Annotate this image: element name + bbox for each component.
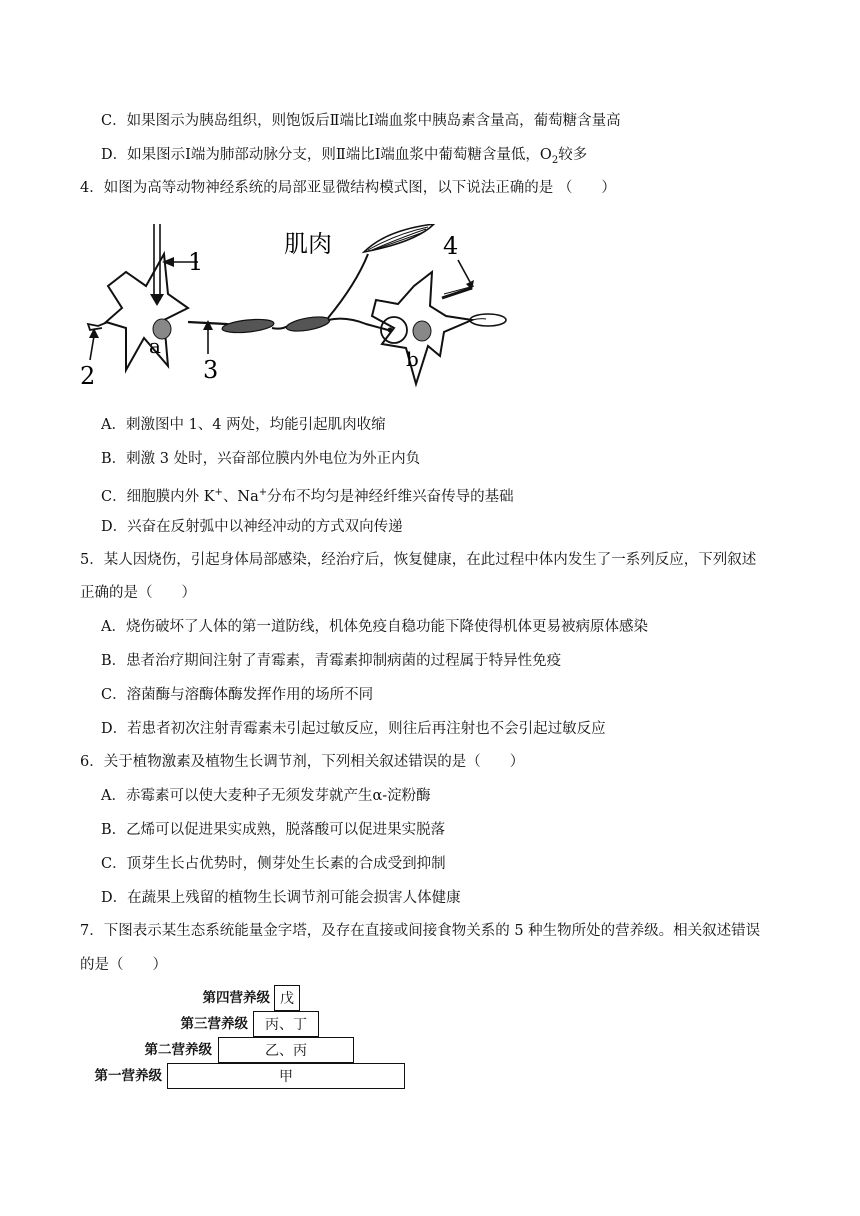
q6-option-a: A．赤霉素可以使大麦种子无须发芽就产生α-淀粉酶 — [101, 788, 431, 804]
q5-option-d: D．若患者初次注射青霉素未引起过敏反应，则往后再注射也不会引起过敏反应 — [101, 721, 606, 737]
q4-option-c: C．细胞膜内外 K+、Na+分布不均匀是神经纤维兴奋传导的基础 — [101, 487, 514, 505]
pyramid-level4-box: 戊 — [274, 985, 300, 1011]
q4-option-d: D．兴奋在反射弧中以神经冲动的方式双向传递 — [101, 519, 403, 535]
pyramid-level1-box: 甲 — [167, 1063, 405, 1089]
q7-stem-line1: 7．下图表示某生态系统能量金字塔，及存在直接或间接食物关系的 5 种生物所处的营养级。相关叙述错误 — [80, 923, 761, 939]
q6-option-c: C．顶芽生长占优势时，侧芽处生长素的合成受到抑制 — [101, 856, 446, 872]
q5-stem-line1: 5．某人因烧伤，引起身体局部感染，经治疗后，恢复健康，在此过程中体内发生了一系列反应，下列叙述 — [80, 552, 757, 568]
q3-option-c: C．如果图示为胰岛组织，则饱饭后Ⅱ端比Ⅰ端血浆中胰岛素含量高，葡萄糖含量高 — [101, 113, 621, 129]
q5-stem-line2: 正确的是（ ） — [80, 585, 196, 601]
neuron-a-body — [106, 254, 188, 370]
q6-option-d: D．在蔬果上残留的植物生长调节剂可能会损害人体健康 — [101, 890, 461, 906]
q4-option-a: A．刺激图中 1、4 两处，均能引起肌肉收缩 — [101, 417, 386, 433]
q3-option-d: D．如果图示Ⅰ端为肺部动脉分支，则Ⅱ端比Ⅰ端血浆中葡萄糖含量低，$O_2$较多 — [101, 147, 588, 166]
q6-stem: 6．关于植物激素及植物生长调节剂，下列相关叙述错误的是（ ） — [80, 754, 525, 770]
pyramid-level3-box: 丙、丁 — [253, 1011, 319, 1037]
pyramid-level4-label: 第四营养级 — [202, 990, 270, 1006]
q5-option-a: A．烧伤破坏了人体的第一道防线，机体免疫自稳功能下降使得机体更易被病原体感染 — [101, 619, 648, 635]
label-3: 3 — [203, 356, 219, 384]
q4-stem: 4．如图为高等动物神经系统的局部亚显微结构模式图，以下说法正确的是 （ ） — [80, 180, 616, 196]
muscle-label: 肌肉 — [284, 230, 332, 258]
pyramid-level1-label: 第一营养级 — [94, 1068, 162, 1084]
neuron-b-nucleus — [413, 321, 431, 341]
label-2: 2 — [80, 362, 96, 390]
label-a: a — [149, 334, 161, 358]
label-4: 4 — [443, 232, 459, 260]
pyramid-level3-label: 第三营养级 — [180, 1016, 248, 1032]
q5-option-b: B．患者治疗期间注射了青霉素，青霉素抑制病菌的过程属于特异性免疫 — [101, 653, 562, 669]
q7-stem-line2: 的是（ ） — [80, 957, 167, 973]
q6-option-b: B．乙烯可以促进果实成熟，脱落酸可以促进果实脱落 — [101, 822, 446, 838]
q5-option-c: C．溶菌酶与溶酶体酶发挥作用的场所不同 — [101, 687, 374, 703]
label-b: b — [406, 347, 419, 371]
neuron-diagram — [76, 224, 526, 396]
label-1: 1 — [188, 248, 204, 276]
q4-option-b: B．刺激 3 处时，兴奋部位膜内外电位为外正内负 — [101, 451, 421, 467]
pyramid-level2-label: 第二营养级 — [144, 1042, 212, 1058]
pyramid-level2-box: 乙、丙 — [218, 1037, 354, 1063]
